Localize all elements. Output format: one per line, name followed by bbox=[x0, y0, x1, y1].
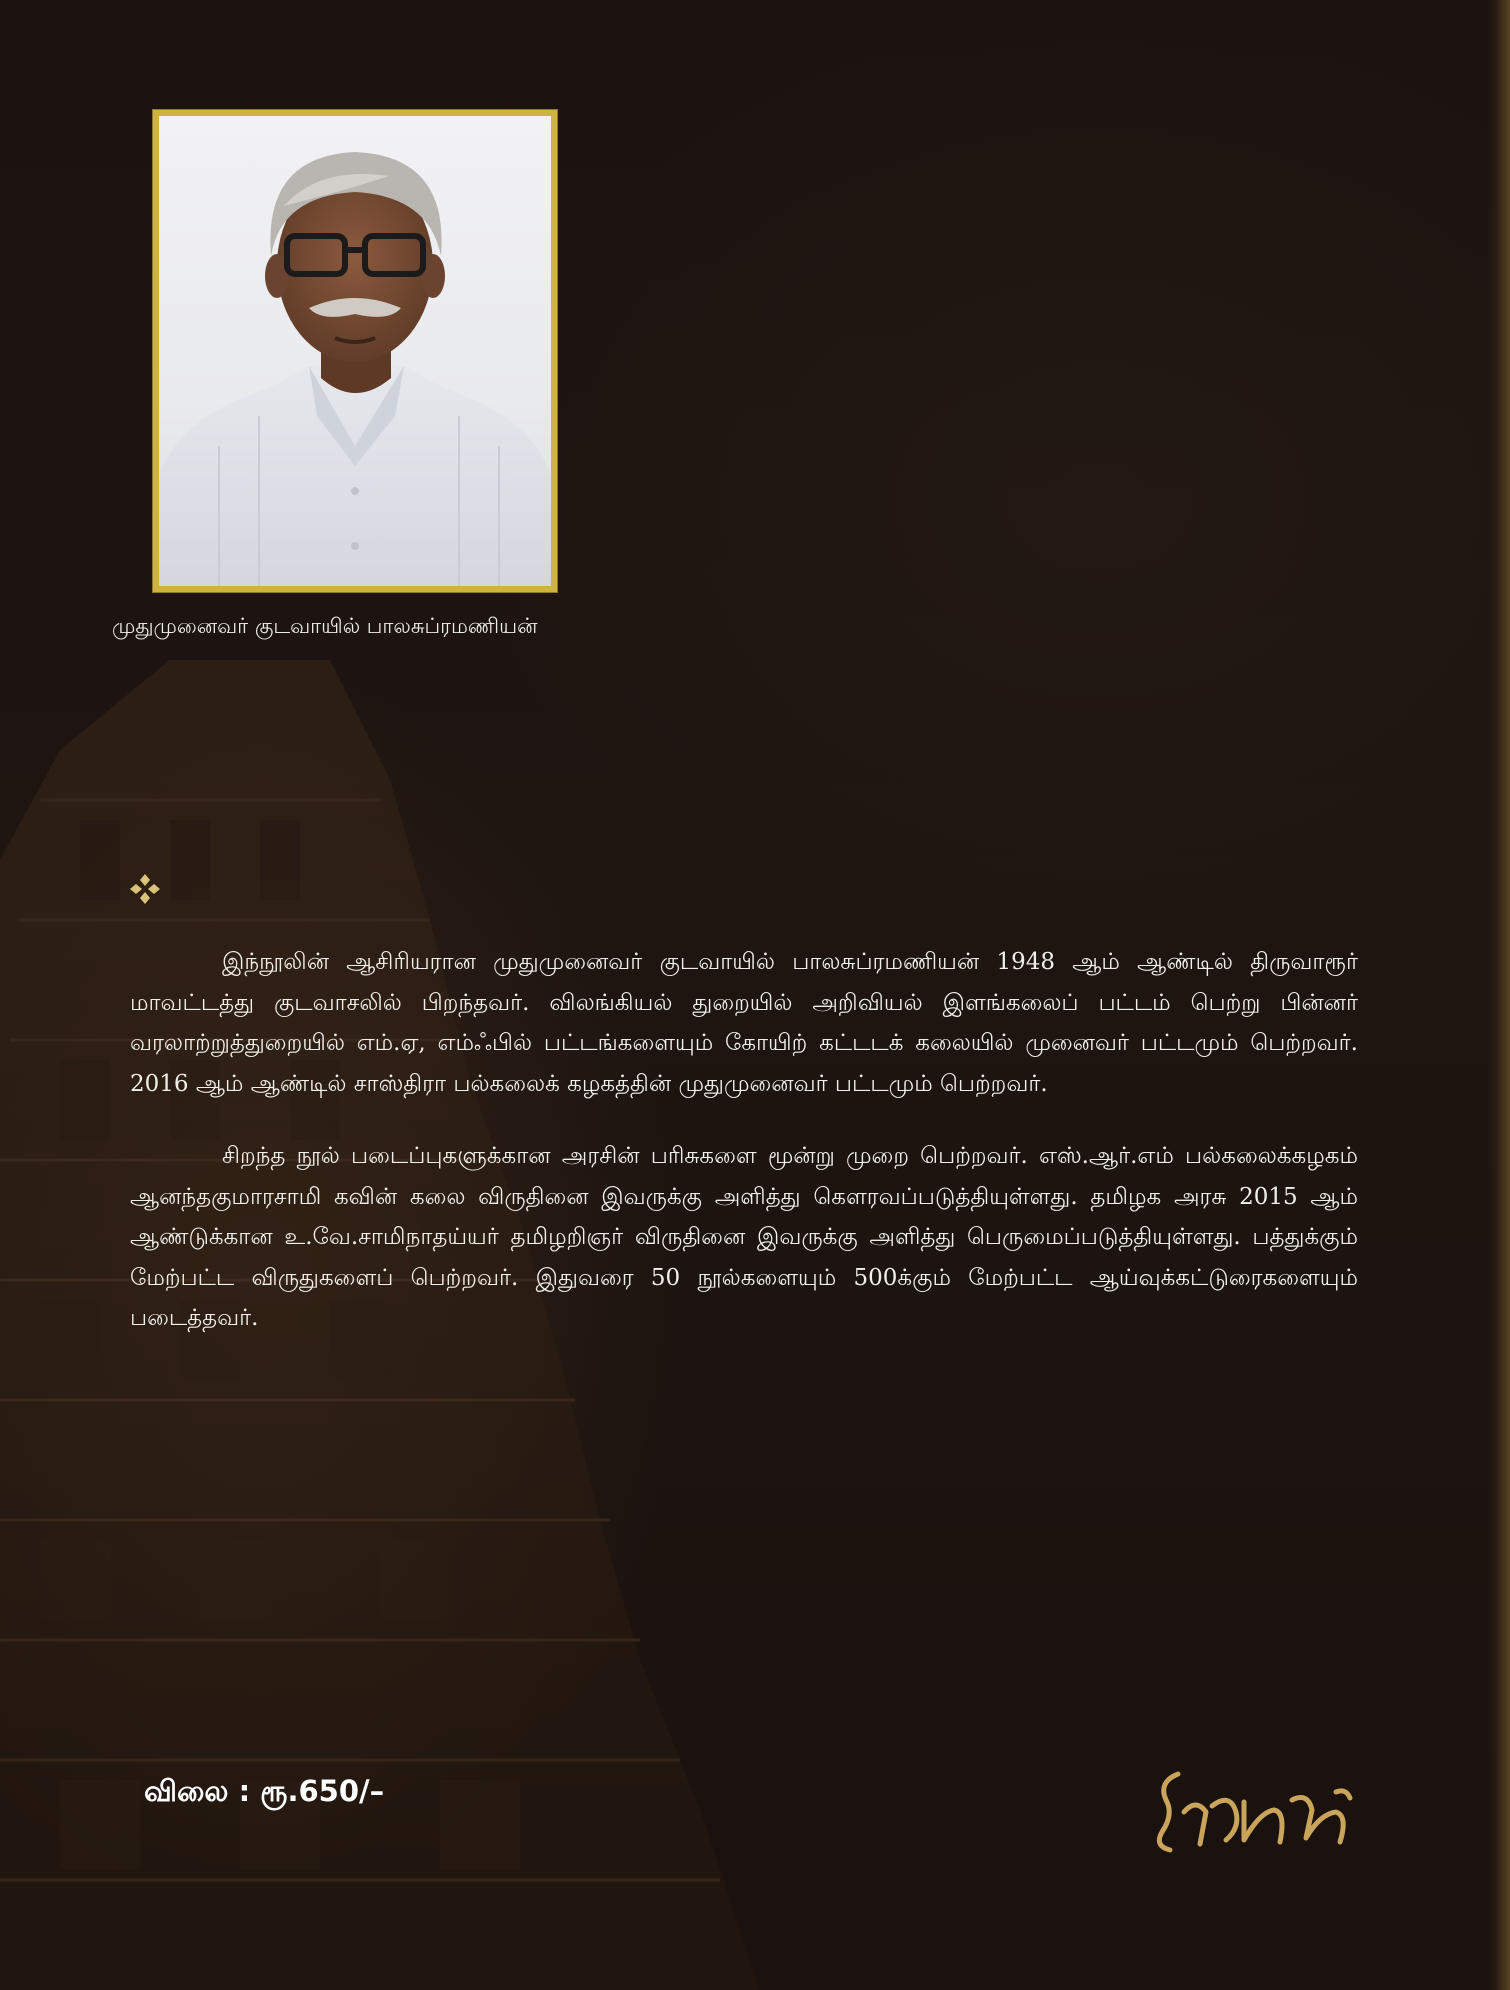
author-photo-frame bbox=[153, 110, 557, 592]
diamond-ornament-icon bbox=[128, 872, 162, 906]
book-spine-edge bbox=[1488, 0, 1510, 1990]
author-bio-paragraph: இந்நூலின் ஆசிரியரான முதுமுனைவர் குடவாயில் பாலசுப்ரமணியன் 1948 ஆம் ஆண்டில் திருவாரூர் மாவட்டத்து குடவாசலில் பிறந்தவர். விலங்கியல் துறையில் அறிவியல் இளங்கலைப் பட்டம் பெற்று பின்னர் வரலாற்றுத்துறையில் எம்.ஏ, எம்ஃபில் பட்டங்களையும் கோயிற் கட்டடக் கலையில் முனைவர் பட்டமும் பெற்றவர். 2016 ஆம் ஆண்டில் சாஸ்திரா பல்கலைக் கழகத்தின் முதுமுனைவர் பட்டமும் பெற்றவர். bbox=[130, 949, 1358, 1097]
author-awards-paragraph: சிறந்த நூல் படைப்புகளுக்கான அரசின் பரிசுகளை மூன்று முறை பெற்றவர். எஸ்.ஆர்.எம் பல்கலைக்கழகம் ஆனந்தகுமாரசாமி கவின் கலை விருதினை இவருக்கு அளித்து கௌரவப்படுத்தியுள்ளது. தமிழக அரசு 2015 ஆம் ஆண்டுக்கான உ.வே.சாமிநாதய்யர் தமிழறிஞர் விருதினை இவருக்கு அளித்து பெருமைப்படுத்தியுள்ளது. பத்துக்கும் மேற்பட்ட விருதுகளைப் பெற்றவர். இதுவரை 50 நூல்களையும் 500க்கும் மேற்பட்ட ஆய்வுக்கட்டுரைகளையும் படைத்தவர். bbox=[130, 1143, 1358, 1331]
price-label: விலை : ரூ.650/– bbox=[144, 1774, 385, 1808]
publisher-logo bbox=[1140, 1752, 1360, 1862]
author-photo-caption: முதுமுனைவர் குடவாயில் பாலசுப்ரமணியன் bbox=[112, 614, 538, 638]
author-photo bbox=[159, 116, 551, 586]
